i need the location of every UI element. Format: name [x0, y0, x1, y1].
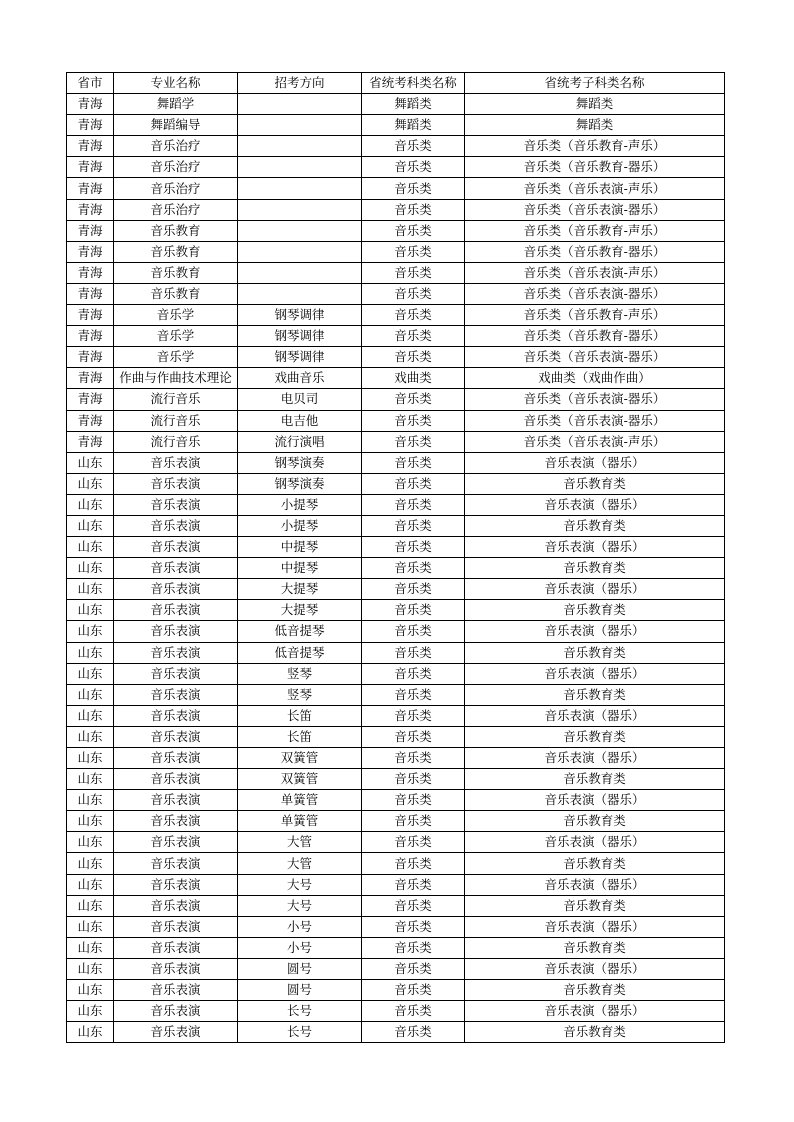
table-row — [67, 895, 725, 916]
cell-exam-subcategory: 音乐表演（器乐） — [465, 874, 725, 895]
cell-exam-subcategory: 音乐表演（器乐） — [465, 663, 725, 684]
cell-major-name: 音乐学 — [114, 347, 238, 368]
cell-exam-subcategory: 音乐类（音乐表演-器乐） — [465, 347, 725, 368]
table-row — [67, 115, 725, 136]
cell-exam-category: 音乐类 — [362, 515, 465, 536]
cell-province: 山东 — [67, 558, 114, 579]
cell-exam-subcategory: 音乐教育类 — [465, 726, 725, 747]
cell-direction — [238, 220, 362, 241]
cell-province: 山东 — [67, 874, 114, 895]
cell-exam-category: 音乐类 — [362, 199, 465, 220]
cell-direction: 双簧管 — [238, 748, 362, 769]
table-row — [67, 558, 725, 579]
table-row — [67, 199, 725, 220]
table-row — [67, 748, 725, 769]
cell-direction — [238, 157, 362, 178]
cell-major-name: 音乐治疗 — [114, 199, 238, 220]
cell-exam-category: 音乐类 — [362, 684, 465, 705]
table-row — [67, 621, 725, 642]
cell-province: 青海 — [67, 241, 114, 262]
cell-direction: 竖琴 — [238, 663, 362, 684]
cell-direction: 小号 — [238, 916, 362, 937]
table-row — [67, 410, 725, 431]
cell-exam-subcategory: 音乐表演（器乐） — [465, 916, 725, 937]
table-row — [67, 515, 725, 536]
cell-major-name: 音乐表演 — [114, 895, 238, 916]
cell-exam-category: 音乐类 — [362, 241, 465, 262]
cell-exam-category: 音乐类 — [362, 537, 465, 558]
cell-direction — [238, 136, 362, 157]
cell-major-name: 流行音乐 — [114, 389, 238, 410]
cell-major-name: 音乐表演 — [114, 705, 238, 726]
cell-province: 青海 — [67, 136, 114, 157]
cell-exam-subcategory: 音乐表演（器乐） — [465, 621, 725, 642]
cell-exam-category: 音乐类 — [362, 473, 465, 494]
cell-province: 青海 — [67, 94, 114, 115]
cell-direction — [238, 94, 362, 115]
table-body — [67, 94, 725, 1043]
cell-direction: 大提琴 — [238, 600, 362, 621]
cell-major-name: 音乐表演 — [114, 874, 238, 895]
cell-direction: 双簧管 — [238, 769, 362, 790]
table-row — [67, 916, 725, 937]
cell-exam-category: 音乐类 — [362, 980, 465, 1001]
cell-direction: 小提琴 — [238, 494, 362, 515]
cell-direction: 竖琴 — [238, 684, 362, 705]
cell-major-name: 音乐表演 — [114, 452, 238, 473]
cell-exam-category: 音乐类 — [362, 305, 465, 326]
cell-exam-subcategory: 音乐类（音乐表演-器乐） — [465, 389, 725, 410]
cell-exam-subcategory: 音乐类（音乐教育-器乐） — [465, 157, 725, 178]
cell-direction: 流行演唱 — [238, 431, 362, 452]
cell-major-name: 音乐表演 — [114, 537, 238, 558]
cell-direction: 长笛 — [238, 705, 362, 726]
cell-exam-category: 音乐类 — [362, 621, 465, 642]
cell-direction — [238, 115, 362, 136]
cell-exam-subcategory: 音乐教育类 — [465, 769, 725, 790]
cell-exam-category: 音乐类 — [362, 726, 465, 747]
cell-direction: 单簧管 — [238, 790, 362, 811]
table-row — [67, 1022, 725, 1043]
cell-major-name: 音乐表演 — [114, 916, 238, 937]
table-row — [67, 642, 725, 663]
cell-direction: 大提琴 — [238, 579, 362, 600]
cell-exam-subcategory: 音乐类（音乐表演-声乐） — [465, 431, 725, 452]
cell-exam-subcategory: 音乐教育类 — [465, 515, 725, 536]
cell-province: 青海 — [67, 326, 114, 347]
cell-major-name: 音乐表演 — [114, 769, 238, 790]
cell-major-name: 音乐表演 — [114, 958, 238, 979]
cell-exam-subcategory: 音乐类（音乐表演-声乐） — [465, 178, 725, 199]
cell-exam-category: 音乐类 — [362, 494, 465, 515]
cell-province: 青海 — [67, 157, 114, 178]
cell-direction: 单簧管 — [238, 811, 362, 832]
cell-exam-subcategory: 音乐教育类 — [465, 684, 725, 705]
cell-major-name: 音乐表演 — [114, 558, 238, 579]
cell-province: 青海 — [67, 347, 114, 368]
cell-major-name: 音乐表演 — [114, 832, 238, 853]
cell-exam-subcategory: 音乐类（音乐教育-声乐） — [465, 305, 725, 326]
cell-province: 青海 — [67, 115, 114, 136]
cell-exam-subcategory: 音乐类（音乐教育-声乐） — [465, 220, 725, 241]
cell-direction: 钢琴调律 — [238, 326, 362, 347]
cell-direction: 钢琴演奏 — [238, 473, 362, 494]
cell-province: 山东 — [67, 769, 114, 790]
cell-direction: 电吉他 — [238, 410, 362, 431]
cell-exam-category: 音乐类 — [362, 790, 465, 811]
cell-exam-category: 音乐类 — [362, 769, 465, 790]
table-row — [67, 262, 725, 283]
cell-exam-subcategory: 音乐表演（器乐） — [465, 494, 725, 515]
table-header-row — [67, 73, 725, 94]
cell-exam-category: 音乐类 — [362, 937, 465, 958]
table-row — [67, 473, 725, 494]
cell-exam-category: 音乐类 — [362, 431, 465, 452]
cell-province: 青海 — [67, 262, 114, 283]
cell-province: 山东 — [67, 621, 114, 642]
cell-exam-category: 音乐类 — [362, 748, 465, 769]
table-row — [67, 94, 725, 115]
cell-exam-category: 音乐类 — [362, 1001, 465, 1022]
cell-exam-category: 音乐类 — [362, 874, 465, 895]
cell-exam-subcategory: 音乐表演（器乐） — [465, 748, 725, 769]
table-row — [67, 326, 725, 347]
cell-province: 山东 — [67, 790, 114, 811]
cell-province: 青海 — [67, 199, 114, 220]
cell-major-name: 流行音乐 — [114, 410, 238, 431]
cell-major-name: 音乐表演 — [114, 642, 238, 663]
cell-exam-subcategory: 音乐教育类 — [465, 980, 725, 1001]
table-row — [67, 368, 725, 389]
cell-province: 山东 — [67, 494, 114, 515]
cell-major-name: 舞蹈编导 — [114, 115, 238, 136]
cell-province: 山东 — [67, 916, 114, 937]
cell-major-name: 音乐教育 — [114, 241, 238, 262]
cell-exam-subcategory: 音乐表演（器乐） — [465, 579, 725, 600]
cell-exam-category: 舞蹈类 — [362, 94, 465, 115]
cell-major-name: 音乐表演 — [114, 600, 238, 621]
cell-exam-subcategory: 音乐教育类 — [465, 853, 725, 874]
cell-exam-subcategory: 音乐类（音乐教育-器乐） — [465, 241, 725, 262]
cell-direction: 低音提琴 — [238, 642, 362, 663]
cell-exam-subcategory: 音乐表演（器乐） — [465, 452, 725, 473]
cell-exam-category: 音乐类 — [362, 410, 465, 431]
cell-exam-category: 音乐类 — [362, 705, 465, 726]
table-row — [67, 305, 725, 326]
header-exam-subcategory: 省统考子科类名称 — [465, 73, 725, 94]
cell-exam-category: 音乐类 — [362, 642, 465, 663]
cell-direction: 钢琴调律 — [238, 305, 362, 326]
table-row — [67, 790, 725, 811]
cell-major-name: 音乐表演 — [114, 579, 238, 600]
cell-direction: 长笛 — [238, 726, 362, 747]
cell-province: 青海 — [67, 305, 114, 326]
header-province: 省市 — [67, 73, 114, 94]
cell-major-name: 作曲与作曲技术理论 — [114, 368, 238, 389]
cell-exam-category: 音乐类 — [362, 1022, 465, 1043]
cell-exam-category: 音乐类 — [362, 220, 465, 241]
cell-major-name: 音乐表演 — [114, 811, 238, 832]
cell-exam-category: 舞蹈类 — [362, 115, 465, 136]
cell-exam-category: 音乐类 — [362, 916, 465, 937]
cell-province: 山东 — [67, 684, 114, 705]
table-row — [67, 494, 725, 515]
cell-direction: 电贝司 — [238, 389, 362, 410]
cell-major-name: 音乐表演 — [114, 621, 238, 642]
cell-exam-category: 音乐类 — [362, 600, 465, 621]
cell-exam-category: 音乐类 — [362, 326, 465, 347]
cell-exam-subcategory: 音乐表演（器乐） — [465, 790, 725, 811]
table-row — [67, 726, 725, 747]
cell-direction: 钢琴调律 — [238, 347, 362, 368]
table-row — [67, 769, 725, 790]
cell-exam-category: 音乐类 — [362, 811, 465, 832]
cell-province: 青海 — [67, 368, 114, 389]
cell-major-name: 音乐表演 — [114, 726, 238, 747]
cell-province: 山东 — [67, 600, 114, 621]
cell-major-name: 音乐治疗 — [114, 178, 238, 199]
cell-exam-subcategory: 音乐教育类 — [465, 937, 725, 958]
cell-province: 山东 — [67, 537, 114, 558]
cell-major-name: 音乐表演 — [114, 853, 238, 874]
table-row — [67, 684, 725, 705]
cell-direction: 大号 — [238, 874, 362, 895]
cell-exam-category: 音乐类 — [362, 283, 465, 304]
cell-exam-subcategory: 音乐类（音乐表演-器乐） — [465, 199, 725, 220]
cell-province: 山东 — [67, 452, 114, 473]
header-exam-category: 省统考科类名称 — [362, 73, 465, 94]
cell-province: 山东 — [67, 663, 114, 684]
cell-direction: 长号 — [238, 1022, 362, 1043]
table-row — [67, 220, 725, 241]
cell-major-name: 音乐学 — [114, 305, 238, 326]
cell-exam-subcategory: 音乐教育类 — [465, 642, 725, 663]
cell-province: 山东 — [67, 832, 114, 853]
cell-exam-subcategory: 音乐教育类 — [465, 1022, 725, 1043]
cell-province: 山东 — [67, 726, 114, 747]
table-row — [67, 811, 725, 832]
cell-major-name: 音乐表演 — [114, 748, 238, 769]
table-row — [67, 157, 725, 178]
table-row — [67, 663, 725, 684]
cell-exam-category: 音乐类 — [362, 558, 465, 579]
cell-major-name: 音乐教育 — [114, 283, 238, 304]
cell-direction — [238, 178, 362, 199]
header-direction: 招考方向 — [238, 73, 362, 94]
cell-direction: 圆号 — [238, 980, 362, 1001]
cell-major-name: 音乐表演 — [114, 494, 238, 515]
cell-major-name: 音乐表演 — [114, 1022, 238, 1043]
table-row — [67, 178, 725, 199]
cell-province: 青海 — [67, 431, 114, 452]
cell-direction: 戏曲音乐 — [238, 368, 362, 389]
cell-exam-category: 音乐类 — [362, 262, 465, 283]
table-row — [67, 958, 725, 979]
table-row — [67, 600, 725, 621]
cell-exam-category: 音乐类 — [362, 347, 465, 368]
cell-direction — [238, 283, 362, 304]
cell-major-name: 音乐表演 — [114, 1001, 238, 1022]
cell-direction: 低音提琴 — [238, 621, 362, 642]
cell-province: 山东 — [67, 853, 114, 874]
cell-exam-category: 音乐类 — [362, 157, 465, 178]
cell-direction: 钢琴演奏 — [238, 452, 362, 473]
cell-major-name: 音乐表演 — [114, 663, 238, 684]
table-row — [67, 347, 725, 368]
cell-direction: 长号 — [238, 1001, 362, 1022]
cell-exam-category: 音乐类 — [362, 178, 465, 199]
cell-exam-subcategory: 音乐表演（器乐） — [465, 705, 725, 726]
cell-exam-subcategory: 音乐教育类 — [465, 895, 725, 916]
cell-exam-category: 戏曲类 — [362, 368, 465, 389]
table-row — [67, 579, 725, 600]
cell-exam-category: 音乐类 — [362, 389, 465, 410]
cell-major-name: 音乐表演 — [114, 684, 238, 705]
cell-direction: 圆号 — [238, 958, 362, 979]
cell-direction — [238, 241, 362, 262]
cell-major-name: 音乐表演 — [114, 473, 238, 494]
cell-exam-category: 音乐类 — [362, 958, 465, 979]
cell-direction: 小号 — [238, 937, 362, 958]
cell-exam-subcategory: 音乐表演（器乐） — [465, 537, 725, 558]
cell-exam-subcategory: 音乐教育类 — [465, 811, 725, 832]
table-row — [67, 241, 725, 262]
cell-exam-category: 音乐类 — [362, 853, 465, 874]
table-row — [67, 853, 725, 874]
cell-major-name: 音乐表演 — [114, 790, 238, 811]
cell-exam-category: 音乐类 — [362, 832, 465, 853]
cell-major-name: 舞蹈学 — [114, 94, 238, 115]
cell-province: 山东 — [67, 1001, 114, 1022]
cell-province: 山东 — [67, 515, 114, 536]
cell-major-name: 音乐表演 — [114, 515, 238, 536]
cell-exam-category: 音乐类 — [362, 579, 465, 600]
cell-major-name: 音乐表演 — [114, 980, 238, 1001]
cell-major-name: 音乐治疗 — [114, 136, 238, 157]
cell-province: 山东 — [67, 705, 114, 726]
cell-exam-subcategory: 音乐类（音乐表演-器乐） — [465, 283, 725, 304]
cell-province: 青海 — [67, 389, 114, 410]
cell-province: 山东 — [67, 1022, 114, 1043]
cell-direction: 大管 — [238, 853, 362, 874]
cell-exam-subcategory: 戏曲类（戏曲作曲） — [465, 368, 725, 389]
cell-province: 山东 — [67, 980, 114, 1001]
cell-direction: 小提琴 — [238, 515, 362, 536]
cell-major-name: 音乐学 — [114, 326, 238, 347]
cell-exam-subcategory: 音乐类（音乐表演-器乐） — [465, 410, 725, 431]
cell-direction: 大管 — [238, 832, 362, 853]
cell-direction — [238, 262, 362, 283]
cell-exam-category: 音乐类 — [362, 136, 465, 157]
cell-exam-category: 音乐类 — [362, 452, 465, 473]
cell-province: 青海 — [67, 178, 114, 199]
cell-province: 青海 — [67, 410, 114, 431]
cell-province: 山东 — [67, 937, 114, 958]
table-row — [67, 136, 725, 157]
cell-province: 山东 — [67, 642, 114, 663]
cell-exam-category: 音乐类 — [362, 895, 465, 916]
table-row — [67, 832, 725, 853]
cell-exam-category: 音乐类 — [362, 663, 465, 684]
cell-exam-subcategory: 音乐教育类 — [465, 473, 725, 494]
cell-exam-subcategory: 音乐表演（器乐） — [465, 832, 725, 853]
cell-province: 山东 — [67, 579, 114, 600]
cell-exam-subcategory: 音乐教育类 — [465, 600, 725, 621]
cell-direction: 中提琴 — [238, 537, 362, 558]
cell-province: 山东 — [67, 748, 114, 769]
table-row — [67, 1001, 725, 1022]
table-row — [67, 705, 725, 726]
cell-exam-subcategory: 舞蹈类 — [465, 94, 725, 115]
cell-exam-subcategory: 音乐类（音乐表演-声乐） — [465, 262, 725, 283]
cell-major-name: 流行音乐 — [114, 431, 238, 452]
cell-exam-subcategory: 音乐表演（器乐） — [465, 1001, 725, 1022]
cell-exam-subcategory: 舞蹈类 — [465, 115, 725, 136]
cell-exam-subcategory: 音乐类（音乐教育-器乐） — [465, 326, 725, 347]
cell-province: 山东 — [67, 958, 114, 979]
table-row — [67, 452, 725, 473]
cell-major-name: 音乐治疗 — [114, 157, 238, 178]
table-row — [67, 980, 725, 1001]
table-row — [67, 937, 725, 958]
table-row — [67, 537, 725, 558]
cell-direction: 中提琴 — [238, 558, 362, 579]
cell-direction: 大号 — [238, 895, 362, 916]
cell-major-name: 音乐教育 — [114, 262, 238, 283]
cell-province: 青海 — [67, 220, 114, 241]
table-row — [67, 874, 725, 895]
cell-province: 山东 — [67, 473, 114, 494]
cell-province: 青海 — [67, 283, 114, 304]
cell-major-name: 音乐教育 — [114, 220, 238, 241]
cell-direction — [238, 199, 362, 220]
cell-province: 山东 — [67, 811, 114, 832]
table-row — [67, 431, 725, 452]
cell-exam-subcategory: 音乐表演（器乐） — [465, 958, 725, 979]
table-row — [67, 283, 725, 304]
table-row — [67, 389, 725, 410]
cell-province: 山东 — [67, 895, 114, 916]
cell-exam-subcategory: 音乐教育类 — [465, 558, 725, 579]
enrollment-table — [66, 72, 725, 1043]
header-major-name: 专业名称 — [114, 73, 238, 94]
cell-exam-subcategory: 音乐类（音乐教育-声乐） — [465, 136, 725, 157]
cell-major-name: 音乐表演 — [114, 937, 238, 958]
